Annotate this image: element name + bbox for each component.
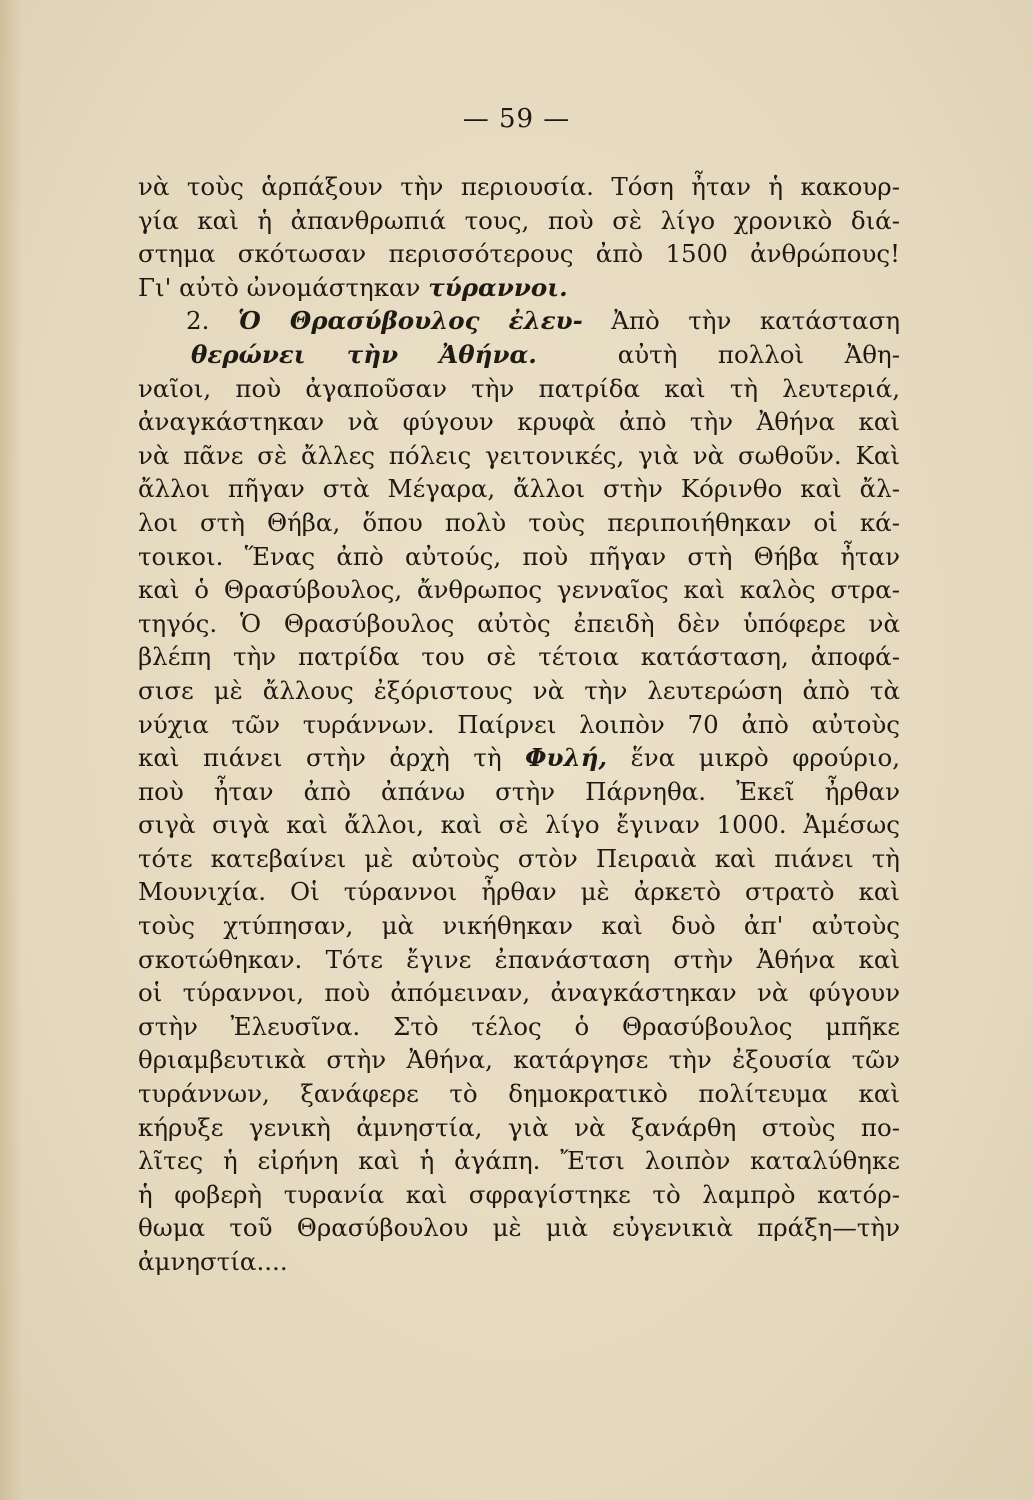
section-heading-line: 2. Ὁ Θρασύβουλος ἐλευ- Ἀπὸ τὴν κατάσταση xyxy=(186,306,900,336)
text-line: ναῖοι, ποὺ ἀγαποῦσαν τὴν πατρίδα καὶ τὴ λευτεριά, xyxy=(138,373,900,403)
page-number: — 59 — xyxy=(462,104,571,134)
text-line: σισε μὲ ἄλλους ἐξόριστους νὰ τὴν λευτερώση ἀπὸ τὰ xyxy=(138,675,900,705)
text-line: λῖτες ἡ εἰρήνη καὶ ἡ ἀγάπη. Ἔτσι λοιπὸν καταλύθηκε xyxy=(138,1146,900,1176)
text-line: Μουνιχία. Οἱ τύραννοι ἦρθαν μὲ ἀρκετὸ στρατὸ καὶ xyxy=(138,877,900,907)
text-line: ἄλλοι πῆγαν στὰ Μέγαρα, ἄλλοι στὴν Κόρινθο καὶ ἄλ- xyxy=(138,474,900,504)
text-line: ἀναγκάστηκαν νὰ φύγουν κρυφὰ ἀπὸ τὴν Ἀθήνα καὶ xyxy=(138,407,900,437)
text-line: τηγός. Ὁ Θρασύβουλος αὐτὸς ἐπειδὴ δὲν ὑπόφερε νὰ xyxy=(138,608,900,638)
text-line: τοὺς χτύπησαν, μὰ νικήθηκαν καὶ δυὸ ἀπ' αὐτοὺς xyxy=(138,911,900,941)
text-line: νὰ τοὺς ἁρπάξουν τὴν περιουσία. Τόση ἦταν ἡ κακουρ- xyxy=(138,172,900,201)
text-line: τυράννων, ξανάφερε τὸ δημοκρατικὸ πολίτευμα καὶ xyxy=(138,1079,900,1109)
text-line: καὶ ὁ Θρασύβουλος, ἄνθρωπος γενναῖος καὶ καλὸς στρα- xyxy=(138,575,900,605)
text-line: σιγὰ σιγὰ καὶ ἄλλοι, καὶ σὲ λίγο ἔγιναν 1000. Ἀμέσως xyxy=(138,810,900,840)
text-line: νύχια τῶν τυράννων. Παίρνει λοιπὸν 70 ἀπὸ αὐτοὺς xyxy=(138,709,900,739)
text-line: τότε κατεβαίνει μὲ αὐτοὺς στὸν Πειραιὰ καὶ πιάνει τὴ xyxy=(138,843,900,873)
text-line: θριαμβευτικὰ στὴν Ἀθήνα, κατάργησε τὴν ἐξουσία τῶν xyxy=(138,1045,900,1075)
section-heading: Ὁ Θρασύβουλος ἐλευ- xyxy=(237,306,583,336)
emphasized-term: Φυλή, xyxy=(525,743,608,773)
text-line: ποὺ ἦταν ἀπὸ ἀπάνω στὴν Πάρνηθα. Ἐκεῖ ἦρθαν xyxy=(138,776,900,806)
text-line: στὴν Ἐλευσῖνα. Στὸ τέλος ὁ Θρασύβουλος μπῆκε xyxy=(138,1011,900,1041)
text-line: γία καὶ ἡ ἀπανθρωπιά τους, ποὺ σὲ λίγο χρονικὸ διά- xyxy=(138,205,900,235)
section-heading-line: θερώνει τὴν Ἀθήνα. αὐτὴ πολλοὶ Ἀθη- xyxy=(191,339,900,369)
body-text xyxy=(138,170,900,1279)
section-heading-cont: θερώνει τὴν Ἀθήνα. xyxy=(191,339,537,369)
text-line: καὶ πιάνει στὴν ἀρχὴ τὴ Φυλή, ἕνα μικρὸ φρούριο, xyxy=(138,743,900,773)
text-line: σκοτώθηκαν. Τότε ἔγινε ἐπανάσταση στὴν Ἀθήνα καὶ xyxy=(138,944,900,974)
text-line: ἡ φοβερὴ τυρανία καὶ σφραγίστηκε τὸ λαμπρὸ κατόρ- xyxy=(138,1179,900,1209)
text-line: οἱ τύραννοι, ποὺ ἀπόμειναν, ἀναγκάστηκαν νὰ φύγουν xyxy=(138,978,900,1008)
text-line: τοικοι. Ἕνας ἀπὸ αὐτούς, ποὺ πῆγαν στὴ Θήβα ἦταν xyxy=(138,541,900,571)
text-line: στημα σκότωσαν περισσότερους ἀπὸ 1500 ἀνθρώπους! xyxy=(138,239,900,269)
text-line: ἀμνηστία.... xyxy=(138,1247,288,1276)
text-line: θωμα τοῦ Θρασύβουλου μὲ μιὰ εὐγενικιὰ πράξη—τὴν xyxy=(138,1213,900,1243)
page-edge-stain xyxy=(0,0,22,1500)
text-line: νὰ πᾶνε σὲ ἄλλες πόλεις γειτονικές, γιὰ νὰ σωθοῦν. Καὶ xyxy=(138,440,900,470)
text-line: βλέπη τὴν πατρίδα του σὲ τέτοια κατάσταση, ἀποφά- xyxy=(138,642,900,672)
text-line: λοι στὴ Θήβα, ὅπου πολὺ τοὺς περιποιήθηκαν οἱ κά- xyxy=(138,507,900,537)
text-line: Γι' αὐτὸ ὠνομάστηκαν τύραννοι. xyxy=(138,272,568,302)
text-line: κήρυξε γενικὴ ἀμνηστία, γιὰ νὰ ξανάρθη στοὺς πο- xyxy=(138,1112,900,1142)
emphasized-term: τύραννοι. xyxy=(428,272,568,302)
